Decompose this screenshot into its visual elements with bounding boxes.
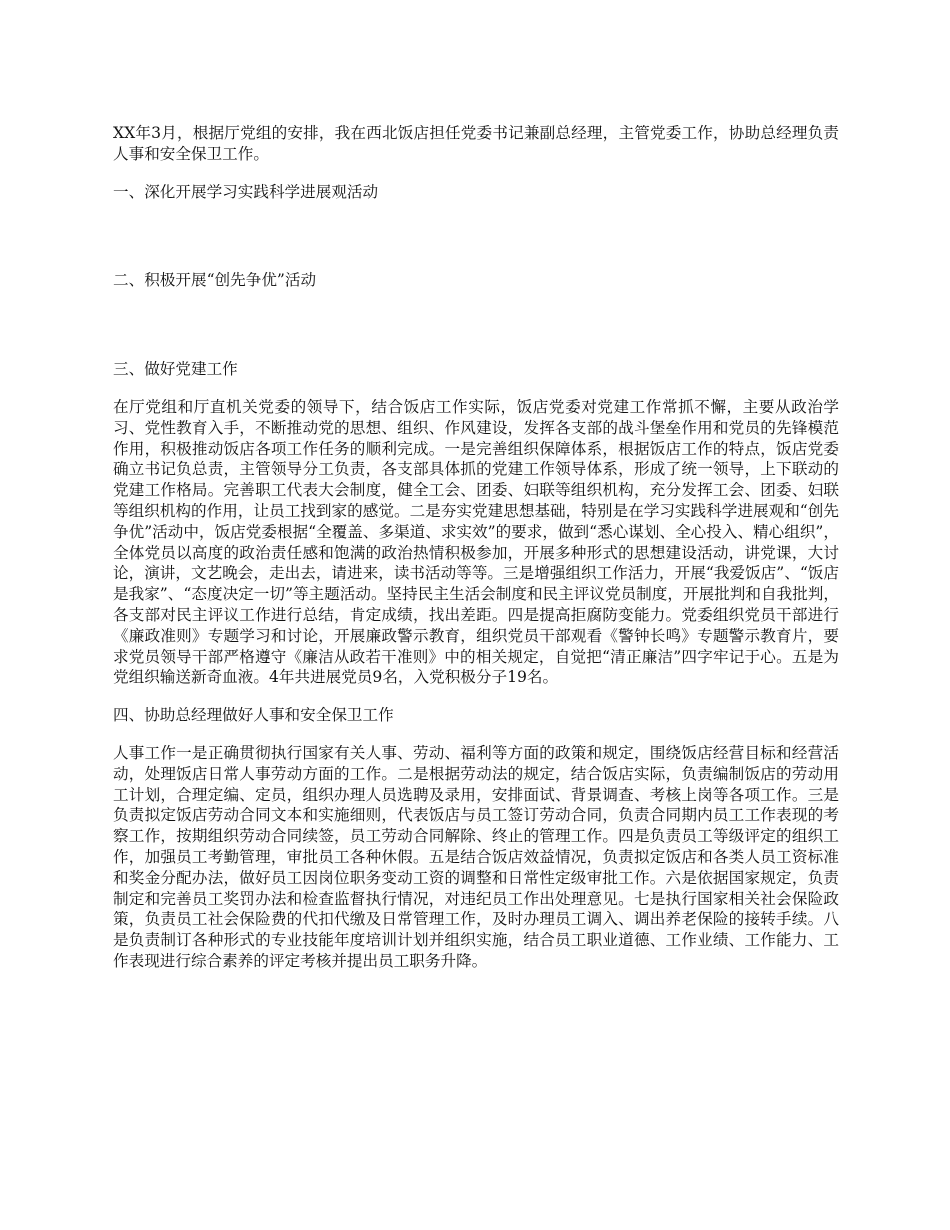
intro-paragraph: XX年3月，根据厅党组的安排，我在西北饭店担任党委书记兼副总经理，主管党委工作，协助总经理负责人事和安全保卫工作。	[113, 124, 839, 163]
section-3-heading: 三、做好党建工作	[113, 360, 238, 379]
document-page	[113, 123, 839, 989]
section-4-heading: 四、协助总经理做好人事和安全保卫工作	[113, 706, 394, 725]
section-4-body: 人事工作一是正确贯彻执行国家有关人事、劳动、福利等方面的政策和规定，围绕饭店经营目标和经营活动，处理饭店日常人事劳动方面的工作。二是根据劳动法的规定，结合饭店实际，负责编制饭店的劳动用工计划，合理定编、定员，组织办理人员选聘及录用，安排面试、背景调查、考核上岗等各项工作。三是负责拟定饭店劳动合同文本和实施细则，代表饭店与员工签订劳动合同，负责合同期内员工工作表现的考察工作，按期组织劳动合同续签，员工劳动合同解除、终止的管理工作。四是负责员工等级评定的组织工作，加强员工考勤管理，审批员工各种休假。五是结合饭店效益情况，负责拟定饭店和各类人员工资标准和奖金分配办法，做好员工因岗位职务变动工资的调整和日常性定级审批工作。六是依据国家规定，负责制定和完善员工奖罚办法和检查监督执行情况，对违纪员工作出处理意见。七是执行国家相关社会保险政策，负责员工社会保险费的代扣代缴及日常管理工作，及时办理员工调入、调出养老保险的接转手续。八是负责制订各种形式的专业技能年度培训计划并组织实施，结合员工职业道德、工作业绩、工作能力、工作表现进行综合素养的评定考核并提出员工职务升降。	[113, 743, 839, 970]
section-3-body: 在厅党组和厅直机关党委的领导下，结合饭店工作实际，饭店党委对党建工作常抓不懈，主要从政治学习、党性教育入手，不断推动党的思想、组织、作风建设，发挥各支部的战斗堡垒作用和党员的先锋模范作用，积极推动饭店各项工作任务的顺利完成。一是完善组织保障体系，根据饭店工作的特点，饭店党委确立书记负总责，主管领导分工负责，各支部具体抓的党建工作领导体系，形成了统一领导，上下联动的党建工作格局。完善职工代表大会制度，健全工会、团委、妇联等组织机构，充分发挥工会、团委、妇联等组织机构的作用，让员工找到家的感觉。二是夯实党建思想基础，特别是在学习实践科学进展观和“创先争优”活动中，饭店党委根据“全覆盖、多渠道、求实效”的要求，做到“悉心谋划、全心投入、精心组织”，全体党员以高度的政治责任感和饱满的政治热情积极参加，开展多种形式的思想建设活动，讲党课，大讨论，演讲，文艺晚会，走出去，请进来，读书活动等等。三是增强组织工作活力，开展“我爱饭店”、“饭店是我家”、“态度决定一切”等主题活动。坚持民主生活会制度和民主评议党员制度，开展批判和自我批判，各支部对民主评议工作进行总结，肯定成绩，找出差距。四是提高拒腐防变能力。党委组织党员干部进行《廉政准则》专题学习和讨论，开展廉政警示教育，组织党员干部观看《警钟长鸣》专题警示教育片，要求党员领导干部严格遵守《廉洁从政若干准则》中的相关规定，自觉把“清正廉洁”四字牢记于心。五是为党组织输送新奇血液。4年共进展党员9名，入党积极分子19名。	[113, 397, 839, 687]
section-1-heading: 一、深化开展学习实践科学进展观活动	[113, 182, 379, 201]
section-2-heading: 二、积极开展“创先争优”活动	[113, 271, 317, 290]
